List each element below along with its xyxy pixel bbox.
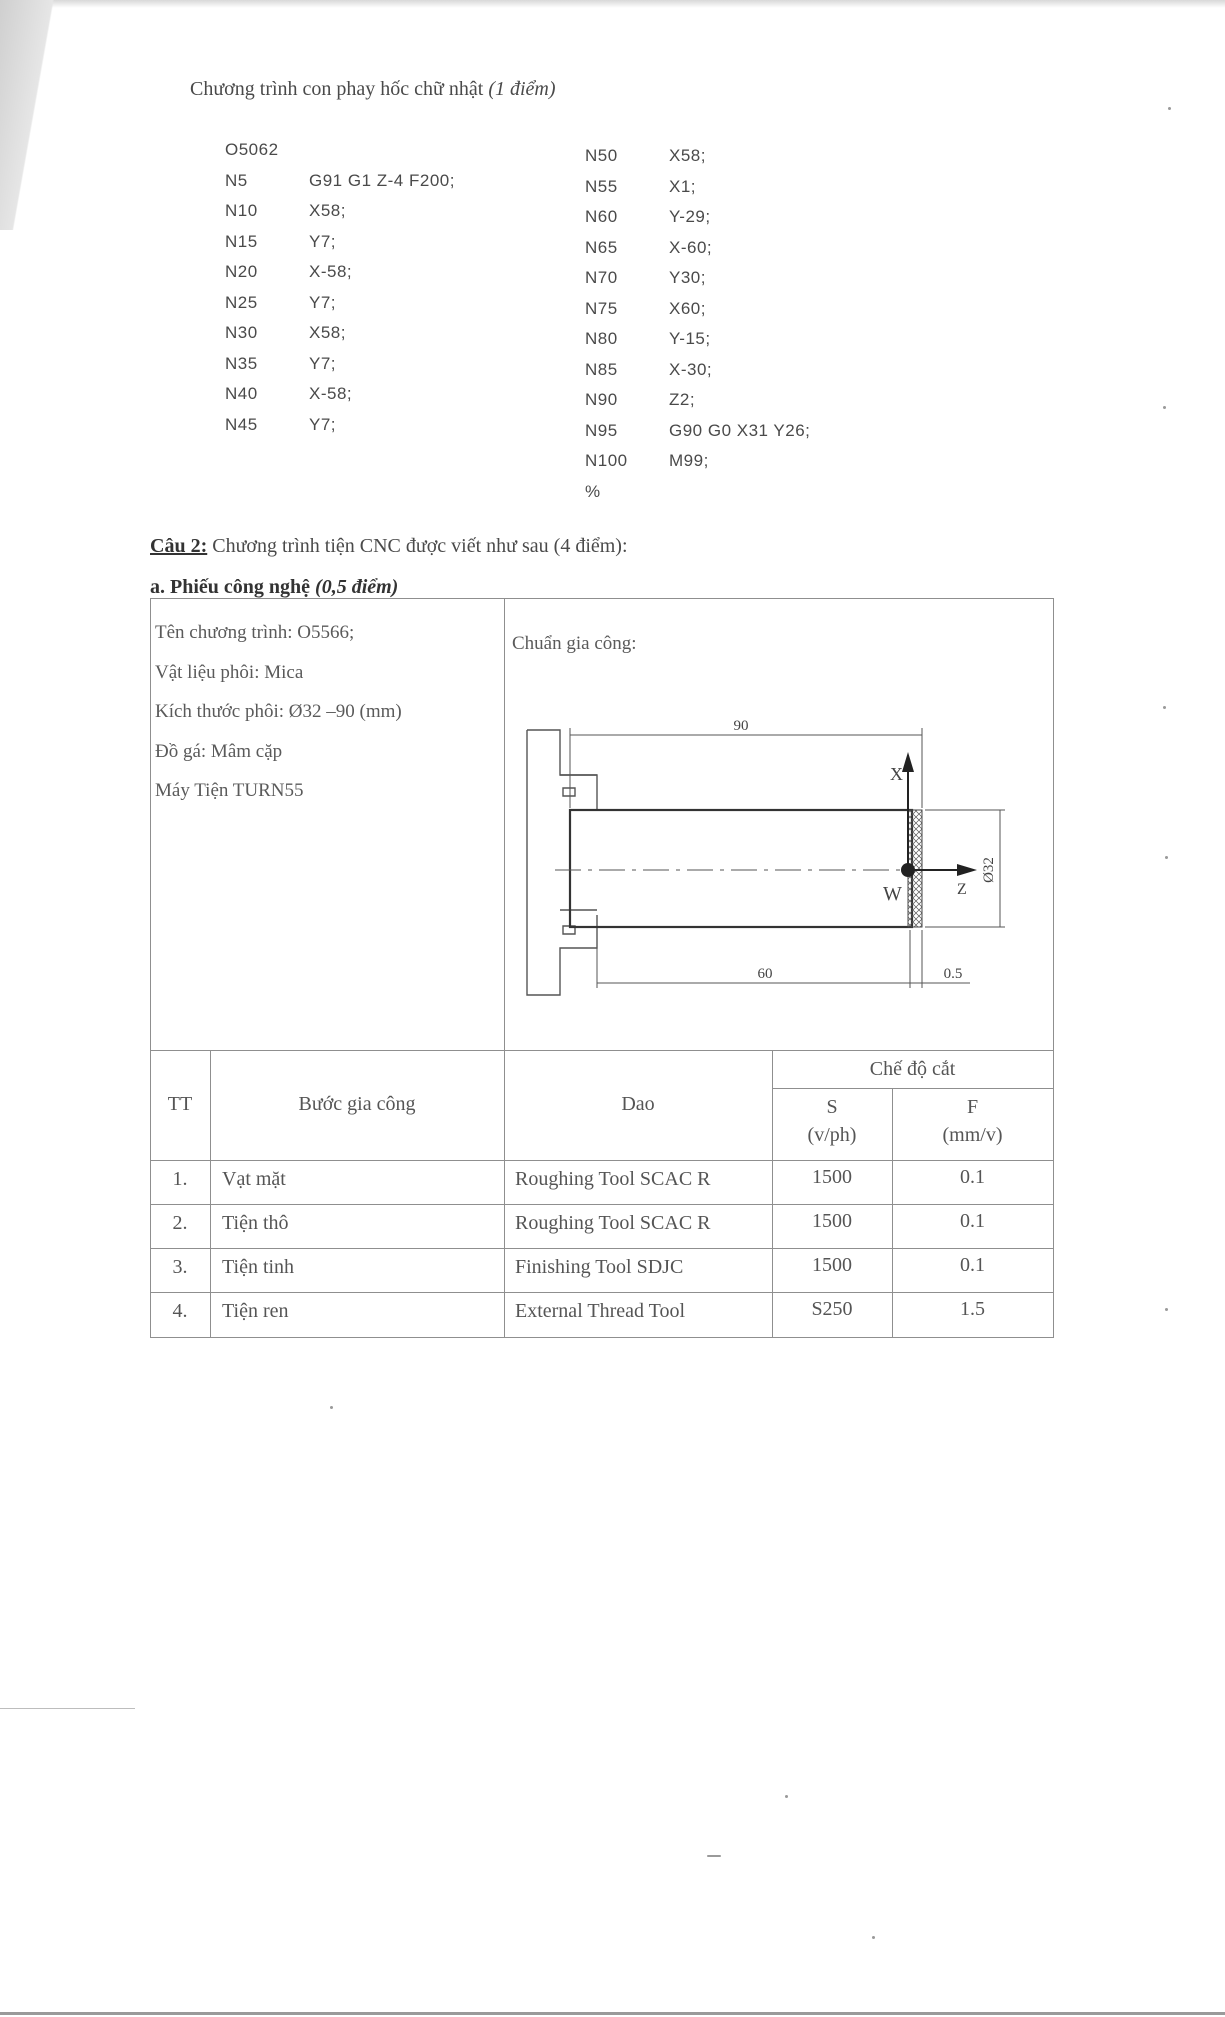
row-tool: Roughing Tool SCAC R [515, 1212, 711, 1234]
line-number: N50 [585, 146, 618, 165]
chuck-outline [527, 730, 597, 995]
axis-x-label: X [890, 764, 903, 784]
header-speed [772, 1093, 892, 1149]
section-a-title: a. Phiếu công nghệ [150, 576, 311, 598]
row-speed: 1500 [812, 1166, 852, 1188]
line-code: Y7; [309, 292, 337, 312]
line-code: Y7; [309, 414, 337, 434]
table-divider [150, 1248, 1053, 1249]
scan-shadow-top [0, 0, 1225, 8]
code-line [225, 166, 455, 197]
line-number: N35 [225, 353, 258, 373]
row-step: Tiện ren [222, 1300, 289, 1322]
scan-speck [1163, 706, 1166, 709]
exercise1-points: (1 điểm) [488, 78, 556, 100]
row-tool: External Thread Tool [515, 1300, 686, 1322]
info-blank-size: Kích thước phôi: Ø32 –90 (mm) [155, 701, 402, 722]
line-number: N70 [585, 268, 618, 287]
row-tool: Finishing Tool SDJC [515, 1256, 684, 1278]
line-code: G91 G1 Z-4 F200; [309, 170, 455, 190]
exercise1-title [190, 78, 556, 101]
table-divider [150, 1160, 1053, 1161]
info-fixture: Đồ gá: Mâm cặp [155, 740, 283, 762]
line-number: N80 [585, 329, 618, 348]
header-speed-label: S [826, 1096, 838, 1118]
line-code: X1; [669, 176, 697, 196]
code-line [225, 227, 455, 258]
row-speed: 1500 [812, 1210, 852, 1232]
row-feed: 0.1 [960, 1254, 985, 1276]
row-speed: S250 [811, 1298, 853, 1320]
line-code: Z2; [669, 390, 696, 409]
dim-chuck-length: 60 [757, 966, 773, 982]
scan-speck [1168, 107, 1171, 110]
line-number: N90 [585, 390, 618, 409]
line-code: X58; [309, 323, 346, 342]
program-name: O5062 [225, 140, 279, 159]
header-step: Bước gia công [298, 1093, 416, 1115]
header-speed-unit: (v/ph) [807, 1124, 857, 1146]
dim-diameter: Ø32 [981, 857, 997, 883]
line-code: Y7; [309, 353, 337, 373]
code-line [585, 294, 810, 325]
code-line [585, 172, 810, 203]
scan-speck [872, 1936, 875, 1939]
section-a-heading [150, 576, 398, 599]
workpiece-blank [570, 810, 912, 927]
header-feed-unit: (mm/v) [942, 1124, 1003, 1146]
code-line [585, 416, 810, 447]
row-speed: 1500 [812, 1254, 852, 1276]
line-number: N10 [225, 201, 258, 220]
scan-margin-mark [0, 1708, 135, 1709]
scan-speck [785, 1795, 788, 1798]
line-number: N75 [585, 298, 618, 318]
question2-text: Chương trình tiện CNC được viết như sau (4 điểm): [212, 535, 628, 557]
line-code: Y30; [669, 268, 706, 287]
line-number: N55 [585, 176, 618, 196]
code-line [585, 202, 810, 233]
dim-total-length: 90 [733, 718, 749, 734]
code-line [585, 141, 810, 172]
table-divider [772, 1088, 1053, 1089]
row-step: Tiện tinh [222, 1256, 295, 1278]
line-number: N95 [585, 420, 618, 440]
header-tool: Dao [621, 1093, 655, 1115]
exercise1-title-text: Chương trình con phay hốc chữ nhật [190, 78, 484, 100]
x-axis-arrow [902, 752, 914, 772]
scan-shadow-bottom [0, 2012, 1225, 2015]
line-number: N45 [225, 414, 258, 434]
line-number: N40 [225, 384, 258, 403]
code-line [585, 385, 810, 416]
line-code: X-58; [309, 384, 353, 403]
line-number: N20 [225, 262, 258, 281]
header-feed [892, 1093, 1053, 1149]
z-axis-arrow [957, 864, 977, 876]
line-number: N85 [585, 359, 618, 379]
row-step: Tiện thô [222, 1212, 289, 1234]
header-tt: TT [167, 1093, 193, 1115]
header-cutting-mode: Chế độ cắt [869, 1058, 956, 1080]
workpiece-drawing [505, 700, 1045, 1000]
table-divider [150, 1204, 1053, 1205]
section-a-points: (0,5 điểm) [315, 576, 399, 598]
line-number: N100 [585, 451, 628, 470]
line-number: N25 [225, 292, 258, 312]
origin-label: W [883, 883, 902, 905]
row-tt: 3. [172, 1256, 188, 1278]
code-line [585, 233, 810, 264]
line-code: G90 G0 X31 Y26; [669, 420, 811, 440]
line-code: X58; [669, 146, 706, 165]
scan-speck [707, 1855, 721, 1857]
row-feed: 0.1 [960, 1166, 985, 1188]
header-feed-label: F [966, 1096, 979, 1118]
code-line [585, 355, 810, 386]
row-tt: 4. [172, 1300, 188, 1322]
program-listing-right [585, 141, 810, 507]
line-code: Y-15; [669, 329, 711, 348]
row-feed: 0.1 [960, 1210, 985, 1232]
code-line [225, 410, 455, 441]
code-line [225, 288, 455, 319]
line-number: N65 [585, 237, 618, 257]
question2-heading [150, 535, 628, 558]
scan-speck [1165, 856, 1168, 859]
line-number: N30 [225, 323, 258, 342]
row-step: Vạt mặt [222, 1168, 286, 1190]
row-feed: 1.5 [960, 1298, 985, 1320]
axis-z-label: Z [957, 881, 967, 898]
datum-label: Chuẩn gia công: [512, 633, 637, 654]
line-code: X-60; [669, 237, 713, 257]
program-listing-left [225, 135, 455, 440]
line-code: X58; [309, 201, 346, 220]
workpiece-origin-point [901, 863, 915, 877]
line-code: Y-29; [669, 207, 711, 226]
info-machine: Máy Tiện TURN55 [155, 780, 304, 801]
end-mark: % [585, 481, 601, 501]
info-program-name: Tên chương trình: O5566; [155, 622, 355, 643]
line-code: X-30; [669, 359, 713, 379]
line-number: N60 [585, 207, 618, 226]
code-line [585, 324, 810, 355]
code-line [585, 263, 810, 294]
program-info [155, 613, 402, 811]
code-line [225, 196, 455, 227]
line-number: N15 [225, 231, 258, 251]
code-line [225, 349, 455, 380]
info-material: Vật liệu phôi: Mica [155, 661, 304, 683]
line-code: X60; [669, 298, 706, 318]
code-line [585, 446, 810, 477]
line-code: Y7; [309, 231, 337, 251]
dim-face-allowance: 0.5 [943, 966, 963, 982]
scan-speck [1163, 406, 1166, 409]
scan-speck [1165, 1308, 1168, 1311]
question2-label: Câu 2: [150, 535, 208, 557]
scan-shadow-corner [0, 0, 110, 230]
code-line [225, 257, 455, 288]
line-code: X-58; [309, 262, 353, 281]
code-line [225, 318, 455, 349]
code-line [225, 379, 455, 410]
row-tt: 1. [172, 1168, 188, 1190]
row-tt: 2. [172, 1212, 188, 1234]
scan-speck [330, 1406, 333, 1409]
row-tool: Roughing Tool SCAC R [515, 1168, 711, 1190]
line-code: M99; [669, 451, 709, 470]
table-divider [150, 1292, 1053, 1293]
line-number: N5 [225, 170, 248, 190]
